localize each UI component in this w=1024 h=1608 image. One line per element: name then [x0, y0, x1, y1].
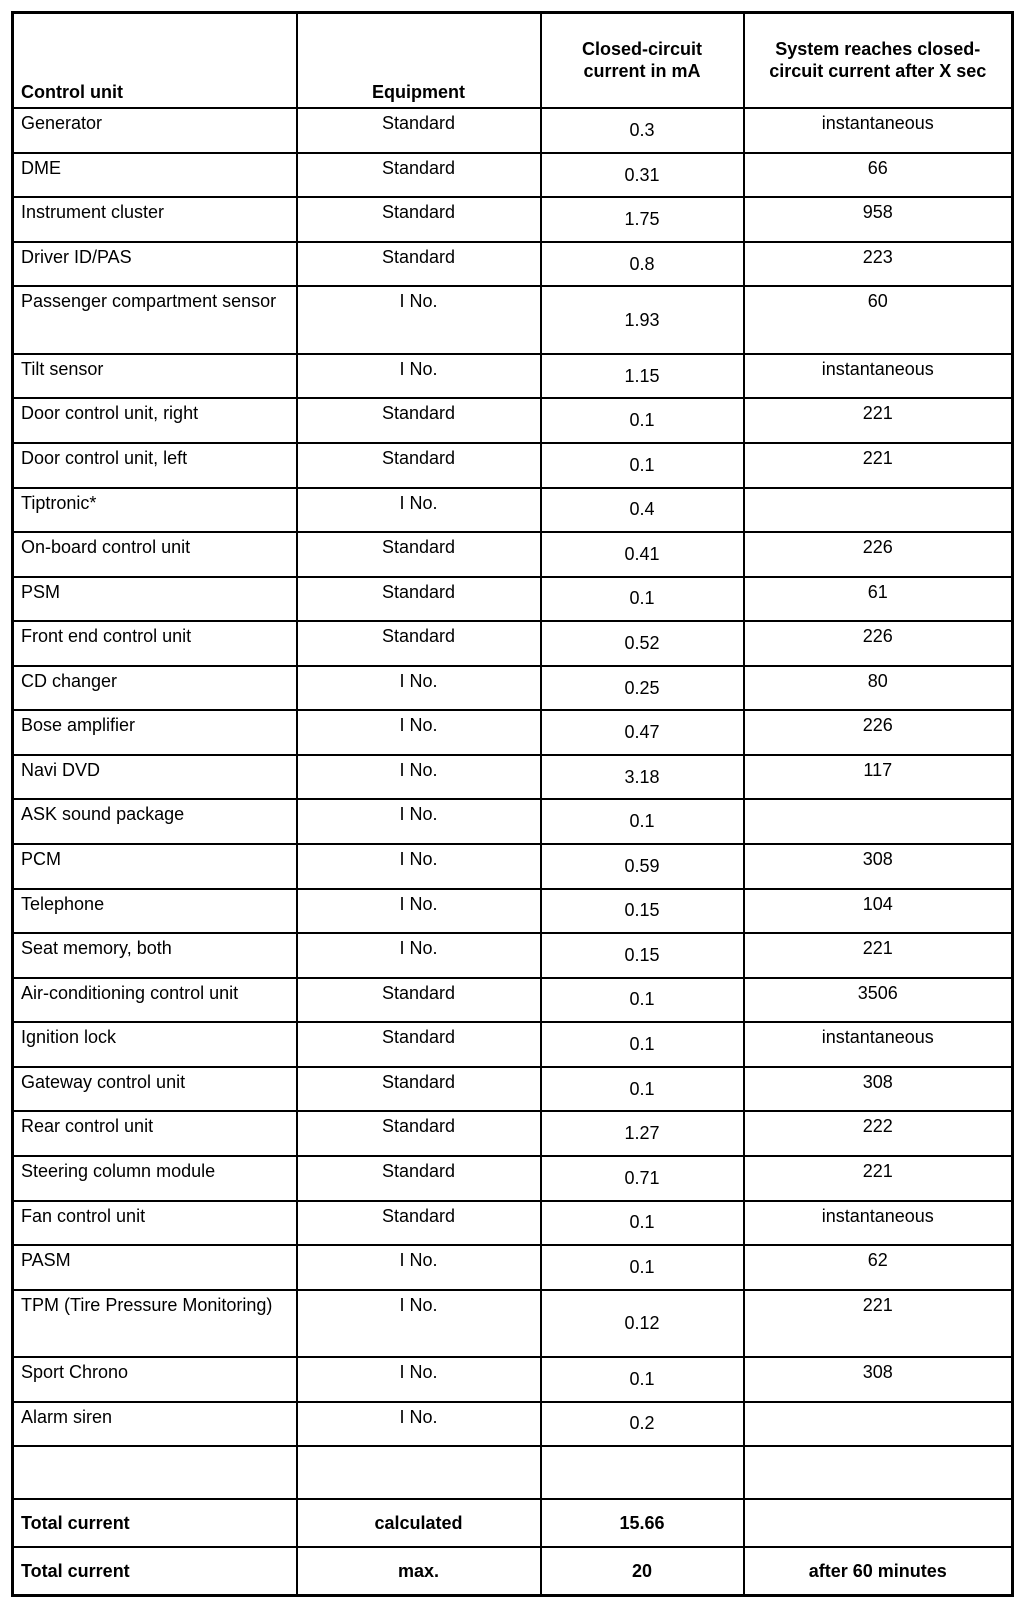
cell-control-unit: Driver ID/PAS: [13, 242, 297, 287]
table-row: [13, 443, 1013, 488]
cell-control-unit: Tiptronic*: [13, 488, 297, 533]
cell-equipment: Standard: [297, 621, 541, 666]
cell-control-unit: Gateway control unit: [13, 1067, 297, 1112]
cell-control-unit: On-board control unit: [13, 532, 297, 577]
table-row: [13, 1357, 1013, 1402]
cell-closed-circuit-current: 0.59: [541, 844, 744, 889]
cell-control-unit: PCM: [13, 844, 297, 889]
cell-closed-circuit-current: 0.71: [541, 1156, 744, 1201]
header-equipment: Equipment: [297, 13, 541, 109]
cell-closed-circuit-current: 1.27: [541, 1111, 744, 1156]
cell-closed-circuit-current: 1.93: [541, 286, 744, 353]
table-row: [13, 799, 1013, 844]
cell-closed-circuit-current: 0.1: [541, 799, 744, 844]
closed-circuit-current-table: [11, 11, 1014, 1597]
cell-closed-circuit-current: 0.1: [541, 1357, 744, 1402]
cell-control-unit: Sport Chrono: [13, 1357, 297, 1402]
table-row: [13, 532, 1013, 577]
empty-cell: [541, 1446, 744, 1499]
total-row: [13, 1547, 1013, 1595]
cell-control-unit: Generator: [13, 108, 297, 153]
cell-time-to-closed-circuit: 104: [744, 889, 1013, 934]
cell-time-to-closed-circuit: 308: [744, 844, 1013, 889]
cell-control-unit: Air-conditioning control unit: [13, 978, 297, 1023]
table-row: [13, 1111, 1013, 1156]
document-page: [11, 11, 1011, 1597]
header-time-to-closed-circuit: System reaches closed-circuit current after X sec: [744, 13, 1013, 109]
table-row: [13, 153, 1013, 198]
cell-equipment: I No.: [297, 799, 541, 844]
table-row: [13, 1156, 1013, 1201]
table-row: [13, 1022, 1013, 1067]
cell-time-to-closed-circuit: 308: [744, 1357, 1013, 1402]
cell-control-unit: Front end control unit: [13, 621, 297, 666]
cell-equipment: Standard: [297, 1067, 541, 1112]
cell-control-unit: CD changer: [13, 666, 297, 711]
cell-equipment: Standard: [297, 398, 541, 443]
cell-equipment: I No.: [297, 844, 541, 889]
table-row: [13, 1402, 1013, 1447]
cell-time-to-closed-circuit: 221: [744, 1290, 1013, 1357]
cell-closed-circuit-current: 0.1: [541, 1245, 744, 1290]
table-row: [13, 844, 1013, 889]
cell-equipment: I No.: [297, 710, 541, 755]
cell-control-unit: Passenger compartment sensor: [13, 286, 297, 353]
cell-closed-circuit-current: 0.1: [541, 978, 744, 1023]
cell-time-to-closed-circuit: [744, 799, 1013, 844]
cell-control-unit: Instrument cluster: [13, 197, 297, 242]
cell-equipment: I No.: [297, 354, 541, 399]
table-row: [13, 286, 1013, 353]
cell-control-unit: ASK sound package: [13, 799, 297, 844]
cell-equipment: Standard: [297, 1111, 541, 1156]
table-row: [13, 108, 1013, 153]
cell-equipment: Standard: [297, 532, 541, 577]
cell-time-to-closed-circuit: instantaneous: [744, 1201, 1013, 1246]
cell-time-to-closed-circuit: instantaneous: [744, 1022, 1013, 1067]
cell-closed-circuit-current: 0.1: [541, 1201, 744, 1246]
cell-control-unit: Bose amplifier: [13, 710, 297, 755]
cell-equipment: I No.: [297, 1290, 541, 1357]
total-current-value: 15.66: [541, 1499, 744, 1547]
table-row: [13, 354, 1013, 399]
cell-equipment: Standard: [297, 197, 541, 242]
cell-closed-circuit-current: 1.15: [541, 354, 744, 399]
table-row: [13, 398, 1013, 443]
cell-time-to-closed-circuit: 61: [744, 577, 1013, 622]
cell-time-to-closed-circuit: 226: [744, 621, 1013, 666]
cell-time-to-closed-circuit: 117: [744, 755, 1013, 800]
cell-control-unit: Alarm siren: [13, 1402, 297, 1447]
table-row: [13, 755, 1013, 800]
cell-equipment: I No.: [297, 933, 541, 978]
cell-closed-circuit-current: 0.47: [541, 710, 744, 755]
table-row: [13, 621, 1013, 666]
cell-time-to-closed-circuit: 66: [744, 153, 1013, 198]
cell-control-unit: Rear control unit: [13, 1111, 297, 1156]
total-label: Total current: [13, 1499, 297, 1547]
cell-equipment: Standard: [297, 153, 541, 198]
cell-time-to-closed-circuit: 223: [744, 242, 1013, 287]
cell-time-to-closed-circuit: 3506: [744, 978, 1013, 1023]
total-label: Total current: [13, 1547, 297, 1595]
cell-closed-circuit-current: 0.15: [541, 889, 744, 934]
table-row: [13, 197, 1013, 242]
cell-time-to-closed-circuit: instantaneous: [744, 108, 1013, 153]
total-equipment: calculated: [297, 1499, 541, 1547]
cell-closed-circuit-current: 0.12: [541, 1290, 744, 1357]
cell-time-to-closed-circuit: [744, 1402, 1013, 1447]
table-row: [13, 488, 1013, 533]
cell-equipment: Standard: [297, 1156, 541, 1201]
cell-closed-circuit-current: 0.1: [541, 577, 744, 622]
cell-control-unit: Fan control unit: [13, 1201, 297, 1246]
cell-time-to-closed-circuit: 221: [744, 398, 1013, 443]
cell-equipment: I No.: [297, 755, 541, 800]
total-equipment: max.: [297, 1547, 541, 1595]
cell-closed-circuit-current: 0.2: [541, 1402, 744, 1447]
cell-closed-circuit-current: 3.18: [541, 755, 744, 800]
cell-equipment: I No.: [297, 1357, 541, 1402]
cell-time-to-closed-circuit: 226: [744, 710, 1013, 755]
cell-time-to-closed-circuit: 226: [744, 532, 1013, 577]
total-time: after 60 minutes: [744, 1547, 1013, 1595]
cell-time-to-closed-circuit: 80: [744, 666, 1013, 711]
table-row: [13, 710, 1013, 755]
cell-time-to-closed-circuit: 222: [744, 1111, 1013, 1156]
header-closed-circuit-current: Closed-circuit current in mA: [541, 13, 744, 109]
cell-time-to-closed-circuit: 221: [744, 443, 1013, 488]
cell-time-to-closed-circuit: 221: [744, 1156, 1013, 1201]
cell-equipment: I No.: [297, 666, 541, 711]
empty-cell: [297, 1446, 541, 1499]
cell-control-unit: Ignition lock: [13, 1022, 297, 1067]
empty-cell: [13, 1446, 297, 1499]
cell-equipment: Standard: [297, 1022, 541, 1067]
table-header-row: [13, 13, 1013, 109]
cell-equipment: I No.: [297, 286, 541, 353]
cell-control-unit: DME: [13, 153, 297, 198]
cell-control-unit: Telephone: [13, 889, 297, 934]
cell-time-to-closed-circuit: 308: [744, 1067, 1013, 1112]
table-row: [13, 666, 1013, 711]
table-row: [13, 978, 1013, 1023]
total-row: [13, 1499, 1013, 1547]
table-row: [13, 1290, 1013, 1357]
total-time: [744, 1499, 1013, 1547]
cell-equipment: I No.: [297, 889, 541, 934]
cell-equipment: Standard: [297, 443, 541, 488]
cell-control-unit: Tilt sensor: [13, 354, 297, 399]
cell-closed-circuit-current: 0.8: [541, 242, 744, 287]
cell-control-unit: Seat memory, both: [13, 933, 297, 978]
cell-control-unit: Door control unit, right: [13, 398, 297, 443]
cell-time-to-closed-circuit: instantaneous: [744, 354, 1013, 399]
cell-equipment: Standard: [297, 978, 541, 1023]
table-row: [13, 242, 1013, 287]
table-row: [13, 933, 1013, 978]
cell-control-unit: PASM: [13, 1245, 297, 1290]
table-row: [13, 889, 1013, 934]
total-current-value: 20: [541, 1547, 744, 1595]
cell-time-to-closed-circuit: [744, 488, 1013, 533]
cell-equipment: I No.: [297, 1245, 541, 1290]
cell-equipment: I No.: [297, 488, 541, 533]
cell-equipment: Standard: [297, 242, 541, 287]
cell-control-unit: PSM: [13, 577, 297, 622]
cell-closed-circuit-current: 1.75: [541, 197, 744, 242]
cell-time-to-closed-circuit: 62: [744, 1245, 1013, 1290]
cell-time-to-closed-circuit: 60: [744, 286, 1013, 353]
empty-cell: [744, 1446, 1013, 1499]
cell-equipment: Standard: [297, 1201, 541, 1246]
table-row: [13, 1067, 1013, 1112]
cell-equipment: Standard: [297, 108, 541, 153]
cell-closed-circuit-current: 0.41: [541, 532, 744, 577]
cell-closed-circuit-current: 0.3: [541, 108, 744, 153]
cell-closed-circuit-current: 0.1: [541, 1022, 744, 1067]
cell-closed-circuit-current: 0.4: [541, 488, 744, 533]
cell-control-unit: Navi DVD: [13, 755, 297, 800]
cell-control-unit: TPM (Tire Pressure Monitoring): [13, 1290, 297, 1357]
cell-time-to-closed-circuit: 958: [744, 197, 1013, 242]
empty-row: [13, 1446, 1013, 1499]
cell-time-to-closed-circuit: 221: [744, 933, 1013, 978]
cell-closed-circuit-current: 0.52: [541, 621, 744, 666]
cell-control-unit: Door control unit, left: [13, 443, 297, 488]
table-row: [13, 1201, 1013, 1246]
cell-control-unit: Steering column module: [13, 1156, 297, 1201]
table-row: [13, 577, 1013, 622]
cell-closed-circuit-current: 0.1: [541, 1067, 744, 1112]
cell-closed-circuit-current: 0.15: [541, 933, 744, 978]
cell-closed-circuit-current: 0.25: [541, 666, 744, 711]
cell-equipment: I No.: [297, 1402, 541, 1447]
table-row: [13, 1245, 1013, 1290]
header-control-unit: Control unit: [13, 13, 297, 109]
cell-equipment: Standard: [297, 577, 541, 622]
cell-closed-circuit-current: 0.31: [541, 153, 744, 198]
cell-closed-circuit-current: 0.1: [541, 443, 744, 488]
cell-closed-circuit-current: 0.1: [541, 398, 744, 443]
